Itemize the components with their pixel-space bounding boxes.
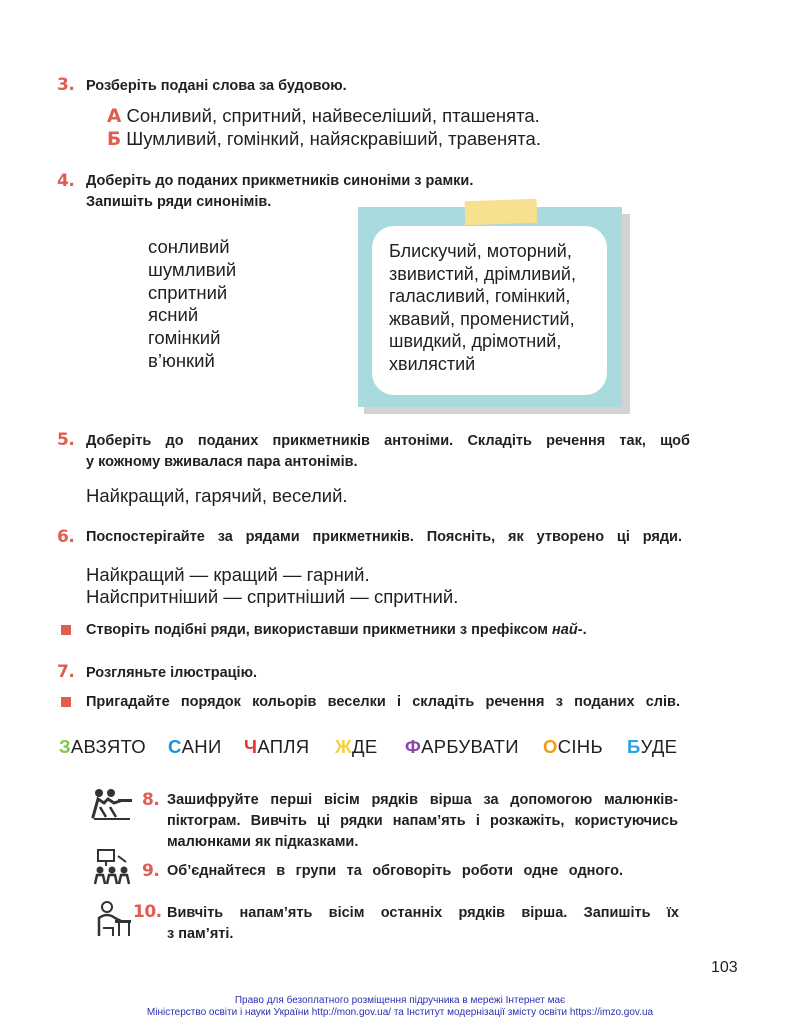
task-8-line-2: піктограм. Вивчіть ці рядки напам’ять і розкажіть, користуючись [167,813,678,829]
rainbow-word-farbuvaty [405,736,519,758]
synonym-line: Блискучий, моторний, [389,241,572,261]
synonym-line: звивистий, дрімливий, [389,263,576,284]
rainbow-word-osin [543,736,603,758]
word-rest: АПЛЯ [257,736,310,757]
task-6-number: 6. [57,527,75,547]
task-8-number: 8. [142,790,160,810]
rainbow-word-zavziato [59,736,146,758]
task-10-line-2: з пам’яті. [167,926,234,942]
word-first-letter: Б [627,736,641,757]
task-3-number: 3. [57,75,75,95]
list-item: в’юнкий [148,349,215,371]
synonym-line: хвилястий [389,353,476,374]
task-6-bullet-text [86,620,587,641]
task-9-number: 9. [142,861,160,881]
word-rest: АВЗЯТО [70,736,146,757]
list-item: сонливий [148,236,230,257]
bullet-square-icon [61,697,71,707]
task-8-line-1: Зашифруйте перші вісім рядків вірша за допомогою малюнків- [167,792,678,808]
task-9-text: Об’єднайтеся в групи та обговоріть роботи одне одного. [167,863,623,879]
row-letter: Б [107,129,122,150]
task-4-number: 4. [57,171,75,191]
rainbow-word-zhde [335,736,378,758]
task-4-line-1: Доберіть до поданих прикметників синоніми з рамки. [86,173,474,189]
task-4-line-2: Запишіть ряди синонімів. [86,194,272,210]
rainbow-word-bude [627,736,677,758]
writing-icon [93,900,133,938]
prefix-text: най- [552,622,583,638]
word-first-letter: Ч [244,736,258,757]
list-item: спритний [148,281,228,303]
word-rest: АНИ [181,736,222,757]
task-7-bullet-text: Пригадайте порядок кольорів веселки і складіть речення з поданих слів. [86,694,680,710]
word-rest: ДЕ [352,736,378,757]
task-4-word-list [148,236,236,373]
task-8-line-3: малюнками як підказками. [167,834,359,850]
row-text: Сонливий, спритний, найвеселіший, пташенята. [126,105,540,126]
task-6-row-2: Найспритніший — спритніший — спритний. [86,586,459,607]
task-5-line-1: Доберіть до поданих прикметників антоніми. Складіть речення так, щоб [86,433,690,449]
pictogram-icon [90,787,134,821]
synonym-text [389,240,576,375]
synonym-line: галасливий, гомінкий, [389,286,571,306]
page-number: 103 [711,959,738,976]
list-item: ясний [148,304,199,326]
task-6-row-1: Найкращий — кращий — гарний. [86,564,370,585]
task-7-text: Розгляньте ілюстрацію. [86,665,257,681]
bullet-text: Створіть подібні ряди, використавши прикметники з префіксом [86,622,553,638]
task-5-line-2: у кожному вживалася пара антонімів. [86,454,358,470]
rainbow-word-sany [168,736,222,758]
group-work-icon [92,848,134,886]
rainbow-word-chaplia [244,736,309,758]
list-item: гомінкий [148,327,221,349]
task-10-line-1: Вивчіть напам’ять вісім останніх рядків вірша. Запишіть їх [167,905,679,921]
bullet-square-icon [61,625,71,635]
word-first-letter: Ж [335,736,353,757]
task-5-words: Найкращий, гарячий, веселий. [86,485,348,506]
list-item: шумливий [148,258,237,280]
synonym-line: жвавий, променистий, [389,308,575,329]
tape-decoration [465,199,538,225]
task-6-text: Поспостерігайте за рядами прикметників. Поясніть, як утворено ці ряди. [86,529,682,545]
word-rest: АРБУВАТИ [421,736,519,757]
task-3-row-b [107,128,541,151]
word-rest: СІНЬ [557,736,603,757]
task-3-text: Розберіть подані слова за будовою. [86,78,347,94]
word-first-letter: Ф [405,736,422,757]
row-letter: А [107,106,122,127]
task-3-row-a [107,105,540,128]
synonym-line: швидкий, дрімотний, [389,331,562,351]
word-first-letter: С [168,736,182,757]
task-5-number: 5. [57,430,75,450]
row-text: Шумливий, гомінкий, найяскравіший, травенята. [126,128,541,149]
footer-line-1: Право для безоплатного розміщення підручника в мережі Інтернет має [234,995,566,1006]
task-10-number: 10. [133,902,162,922]
word-rest: УДЕ [640,736,678,757]
word-first-letter: О [543,736,558,757]
footer-line-2: Міністерство освіти і науки України http://mon.gov.ua/ та Інститут модернізації змісту освіти https://imzo.gov.ua [146,1007,654,1018]
word-first-letter: З [59,736,71,757]
task-7-number: 7. [57,662,75,682]
bullet-end: . [582,622,587,638]
